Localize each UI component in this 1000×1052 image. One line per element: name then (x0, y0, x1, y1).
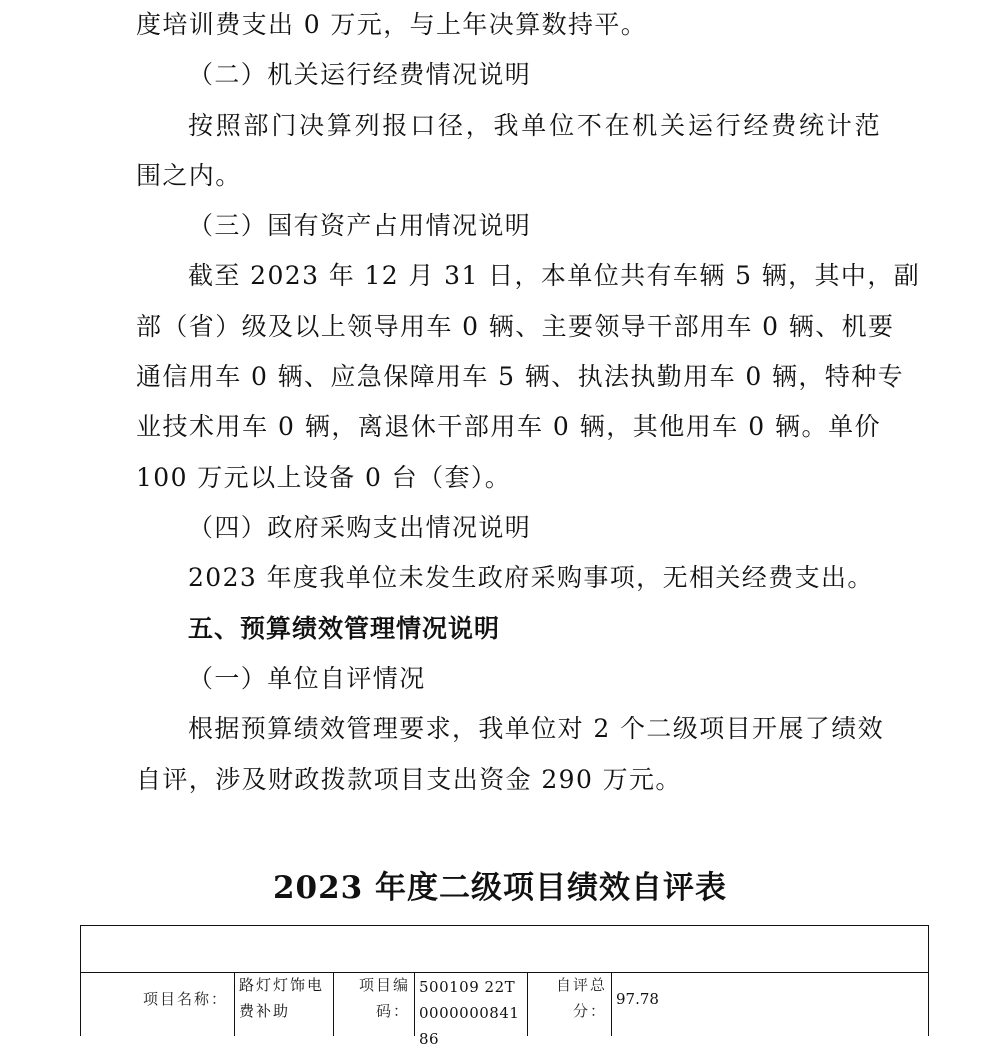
score-value: 97.78 (616, 990, 659, 1008)
table-title: 2023 年度二级项目绩效自评表 (272, 870, 728, 906)
subheading-state-assets: （三）国有资产占用情况说明 (188, 211, 532, 240)
subheading-admin-expenses: （二）机关运行经费情况说明 (188, 60, 532, 89)
paragraph-line: 100 万元以上设备 0 台（套）。 (136, 463, 512, 492)
table-header-row (81, 926, 928, 973)
subheading-procurement: （四）政府采购支出情况说明 (188, 513, 532, 542)
subheading-self-evaluation: （一）单位自评情况 (188, 664, 426, 693)
paragraph-line: 部（省）级及以上领导用车 0 辆、主要领导干部用车 0 辆、机要 (136, 312, 895, 341)
project-code-label (334, 972, 415, 1036)
project-code-value: 500109 22T000000084186 (415, 972, 528, 1036)
paragraph-line: 通信用车 0 辆、应急保障用车 5 辆、执法执勤用车 0 辆，特种专 (136, 362, 905, 391)
self-evaluation-table (80, 925, 929, 1048)
score-label (528, 972, 612, 1036)
project-code-label-line2: 码： (375, 1002, 410, 1020)
paragraph-line: 自评，涉及财政拨款项目支出资金 290 万元。 (136, 765, 682, 794)
table-row (81, 972, 928, 1048)
paragraph-line: 围之内。 (136, 161, 242, 190)
paragraph-line: 业技术用车 0 辆，离退休干部用车 0 辆，其他用车 0 辆。单价 (136, 412, 881, 441)
project-code-label-line1: 项目编 (358, 976, 410, 994)
paragraph-line: 度培训费支出 0 万元，与上年决算数持平。 (136, 10, 648, 39)
score-label-line2: 分： (572, 1002, 607, 1020)
score-label-line1: 自评总 (555, 976, 607, 994)
paragraph-line: 根据预算绩效管理要求，我单位对 2 个二级项目开展了绩效 (188, 714, 885, 743)
section-heading-performance: 五、预算绩效管理情况说明 (188, 614, 501, 643)
paragraph-line: 按照部门决算列报口径，我单位不在机关运行经费统计范 (188, 111, 881, 140)
paragraph-line: 截至 2023 年 12 月 31 日，本单位共有车辆 5 辆，其中，副 (188, 261, 921, 290)
paragraph-line: 2023 年度我单位未发生政府采购事项，无相关经费支出。 (188, 563, 874, 592)
project-name-label: 项目名称： (81, 972, 235, 1036)
project-name-value: 路灯灯饰电费补助 (235, 972, 334, 1036)
